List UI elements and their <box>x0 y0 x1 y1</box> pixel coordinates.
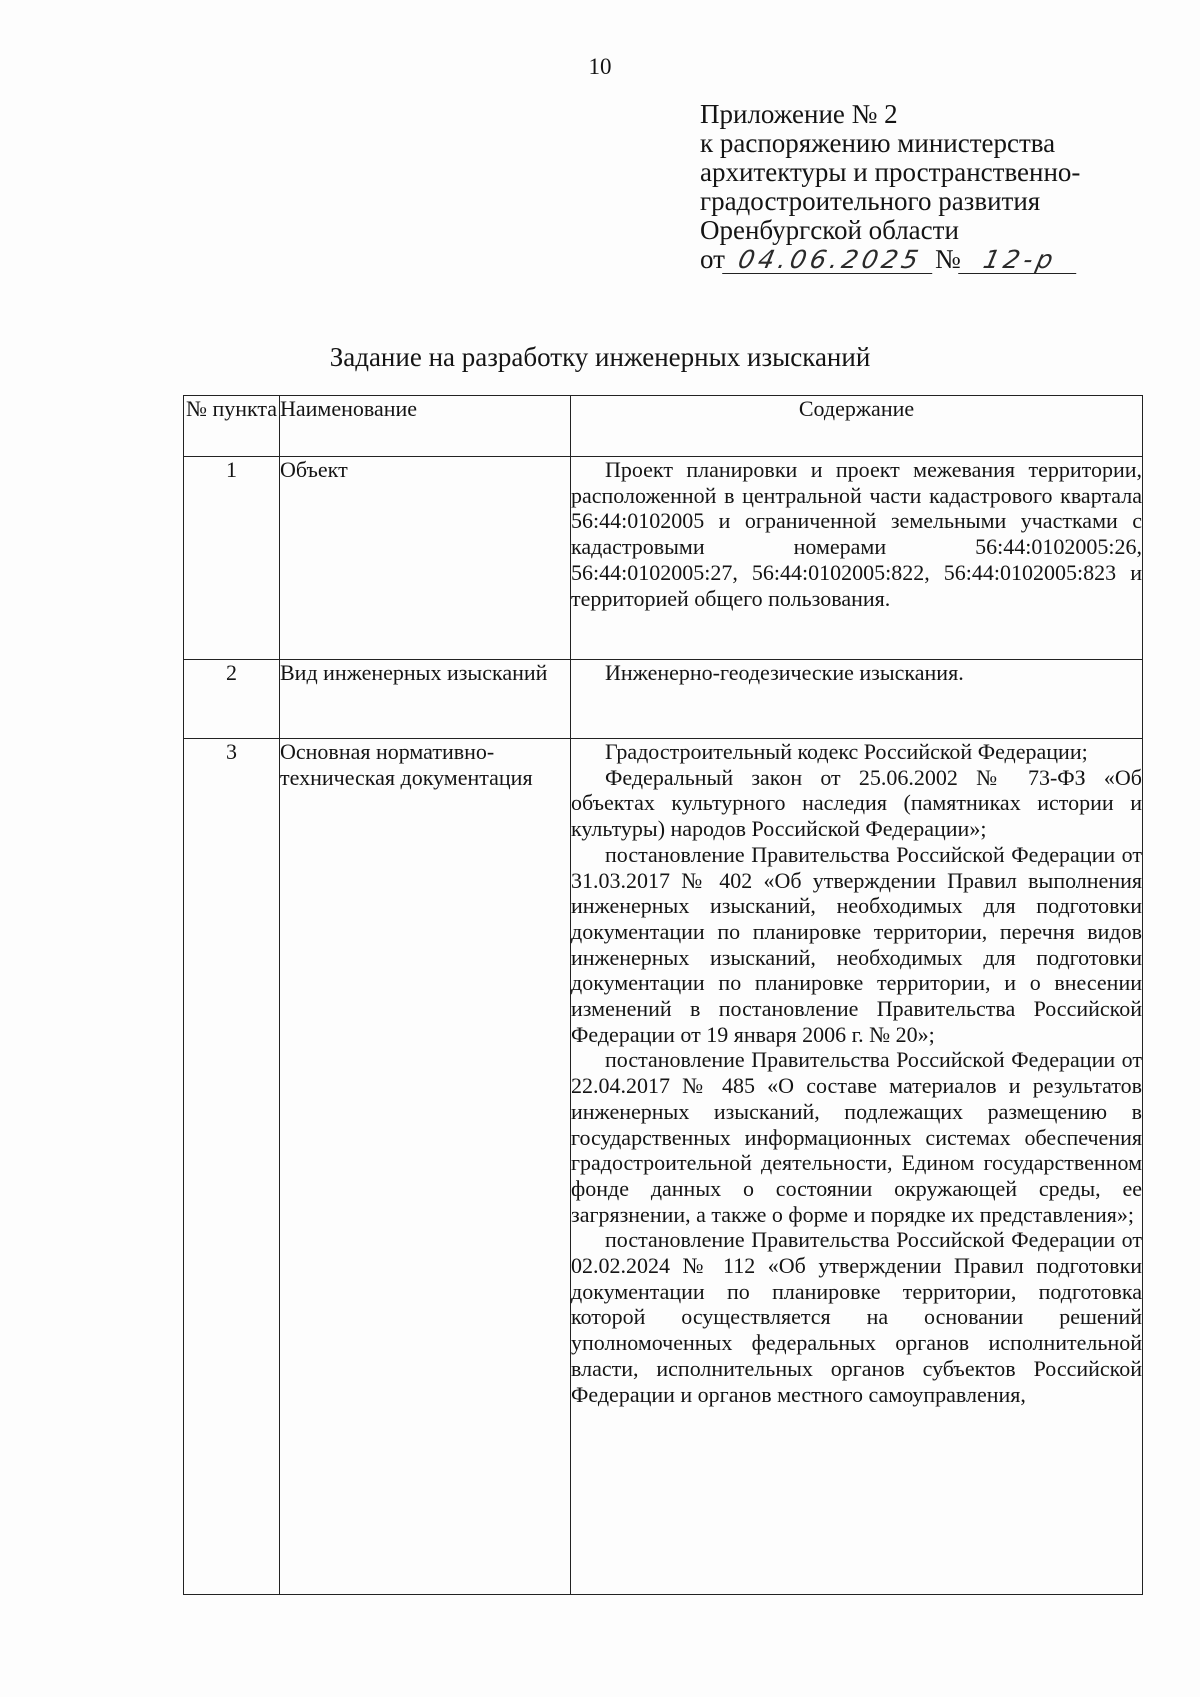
appendix-line: архитектуры и пространственно- <box>700 157 1081 187</box>
content-paragraph: Градостроительный кодекс Российской Федерации; <box>605 739 1088 764</box>
row-number: 3 <box>184 739 280 1595</box>
date-prefix: от <box>700 244 725 274</box>
content-paragraph: Инженерно-геодезические изыскания. <box>605 660 964 685</box>
number-prefix: № <box>934 244 961 274</box>
table-row <box>184 739 1143 1595</box>
content-paragraph: постановление Правительства Российской Федерации от 31.03.2017 № 402 «Об утверждении Правил выполнения инженерных изысканий, необходимых для подготовки документации по планировке территории, перечня видов инженерных изысканий, необходимых для подготовки документации по планировке территории, и о внесении изменений в постановление Правительства Российской Федерации от 19 января 2006 г. № 20»; <box>571 841 1142 1047</box>
appendix-line: Приложение № 2 <box>700 99 898 129</box>
header-name: Наименование <box>280 396 571 457</box>
appendix-line: градостроительного развития <box>700 186 1041 216</box>
order-date-number-line <box>700 245 1120 274</box>
content-paragraph: постановление Правительства Российской Федерации от 22.04.2017 № 485 «О составе материалов и результатов инженерных изысканий, подлежащих размещению в государственных информационных системах обеспечения градостроительной деятельности, Едином государственном фонде данных о состоянии окружающей среды, ее загрязнении, а также о форме и порядке их представления»; <box>571 1047 1142 1227</box>
table-row <box>184 660 1143 739</box>
handwritten-number: 12-р <box>958 247 1082 274</box>
row-content <box>571 457 1143 660</box>
row-number: 1 <box>184 457 280 660</box>
document-title: Задание на разработку инженерных изысканий <box>329 342 871 372</box>
row-name: Вид инженерных изысканий <box>280 660 571 739</box>
row-content <box>571 739 1143 1595</box>
appendix-line: к распоряжению министерства <box>700 128 1056 158</box>
header-content: Содержание <box>571 396 1143 457</box>
row-name: Основная нормативно-техническая документация <box>280 739 571 1595</box>
content-paragraph: Проект планировки и проект межевания территории, расположенной в центральной части кадастрового квартала 56:44:0102005 и ограниченной земельными участками с кадастровыми номерами 56:44:0102005:26, 56:44:0102005:27, 56:44:0102005:822, 56:44:0102005:823 и территорией общего пользования. <box>571 457 1142 611</box>
content-paragraph: постановление Правительства Российской Федерации от 02.02.2024 № 112 «Об утверждении Правил подготовки документации по планировке территории, подготовка которой осуществляется на основании решений уполномоченных федеральных органов исполнительной власти, исполнительных органов субъектов Российской Федерации и органов местного самоуправления, <box>571 1227 1142 1407</box>
appendix-line: Оренбургской области <box>700 215 959 245</box>
row-name: Объект <box>280 457 571 660</box>
row-content <box>571 660 1143 739</box>
table-header-row <box>184 396 1143 457</box>
page-number: 10 <box>588 54 612 79</box>
appendix-block <box>700 100 1120 274</box>
handwritten-date: 04.06.2025 <box>722 247 938 274</box>
table-row <box>184 457 1143 660</box>
header-number: № пункта <box>184 396 280 457</box>
row-number: 2 <box>184 660 280 739</box>
content-paragraph: Федеральный закон от 25.06.2002 № 73-ФЗ «Об объектах культурного наследия (памятниках истории и культуры) народов Российской Федерации»; <box>571 764 1142 842</box>
assignment-table <box>183 395 1143 1595</box>
